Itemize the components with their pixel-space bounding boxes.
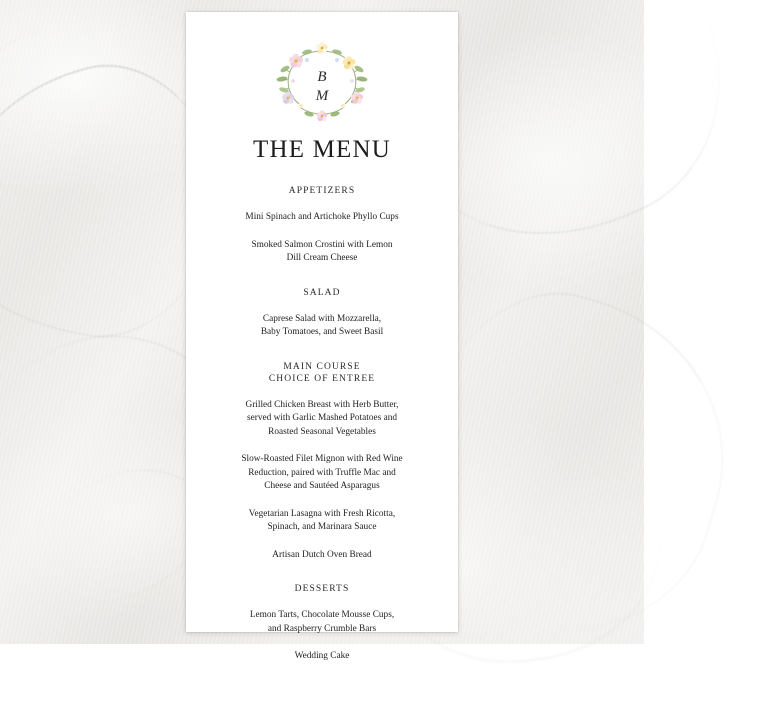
menu-item: Grilled Chicken Breast with Herb Butter, served with Garlic Mashed Potatoes and Roasted Seasonal Vegetables bbox=[245, 399, 399, 437]
menu-item: Vegetarian Lasagna with Fresh Ricotta, Spinach, and Marinara Sauce bbox=[248, 508, 396, 532]
monogram-initial-1: B bbox=[317, 69, 327, 85]
section-subheading: CHOICE OF ENTREE bbox=[268, 373, 376, 384]
section-heading: SALAD bbox=[303, 287, 341, 298]
menu-sections bbox=[186, 186, 458, 664]
floral-wreath-crest-icon bbox=[186, 36, 458, 122]
menu-item: Slow-Roasted Filet Mignon with Red Wine Reduction, paired with Truffle Mac and Cheese and Sautéed Asparagus bbox=[241, 454, 403, 491]
menu-item: Lemon Tarts, Chocolate Mousse Cups, and Raspberry Crumble Bars bbox=[249, 610, 395, 634]
page-title: THE MENU bbox=[252, 136, 392, 163]
menu-item: Wedding Cake bbox=[294, 651, 350, 661]
section-heading: APPETIZERS bbox=[288, 186, 356, 196]
menu-item: Artisan Dutch Oven Bread bbox=[272, 549, 372, 560]
menu-item: Smoked Salmon Crostini with Lemon Dill Cream Cheese bbox=[251, 239, 393, 263]
section-heading: DESSERTS bbox=[294, 584, 350, 594]
menu-card bbox=[186, 12, 458, 661]
menu-item: Mini Spinach and Artichoke Phyllo Cups bbox=[245, 212, 399, 222]
monogram-initial-2: M bbox=[315, 88, 329, 104]
menu-item: Caprese Salad with Mozzarella, Baby Tomatoes, and Sweet Basil bbox=[260, 313, 384, 337]
section-heading: MAIN COURSE bbox=[283, 361, 361, 372]
